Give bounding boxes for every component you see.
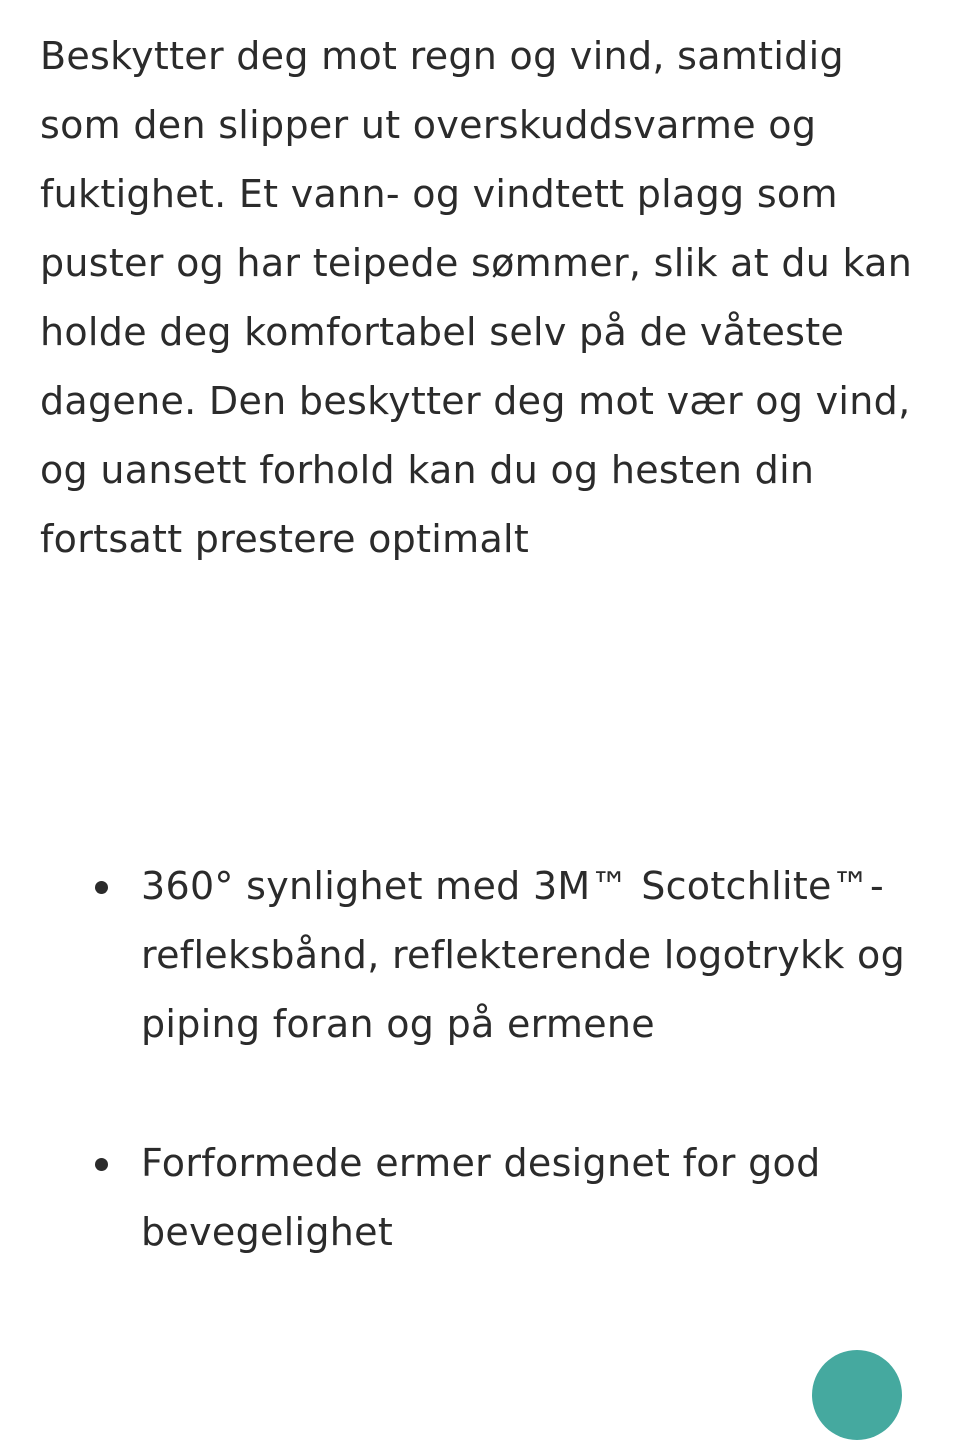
chat-bubble-icon[interactable] bbox=[812, 1350, 902, 1440]
product-description-text: Beskytter deg mot regn og vind, samtidig som den slipper ut overskuddsvarme og fuktighet. Et vann- og vindtett plagg som puster og har teipede sømmer, slik at du kan holde deg komfortabel selv på de våteste dagene. Den beskytter deg mot vær og vind, og uansett forhold kan du og hesten din fortsatt prestere optimalt bbox=[40, 34, 913, 561]
feature-list-item bbox=[40, 1129, 920, 1267]
feature-text: 360° synlighet med 3M™ Scotchlite™-refleksbånd, reflekterende logotrykk og piping foran og på ermene bbox=[141, 864, 905, 1046]
feature-list bbox=[40, 852, 920, 1337]
bullet-icon bbox=[95, 881, 108, 894]
bullet-icon bbox=[95, 1158, 108, 1171]
product-description-section bbox=[40, 22, 920, 1254]
feature-list-item bbox=[40, 852, 920, 1059]
feature-text: Forformede ermer designet for god bevegelighet bbox=[141, 1141, 821, 1254]
